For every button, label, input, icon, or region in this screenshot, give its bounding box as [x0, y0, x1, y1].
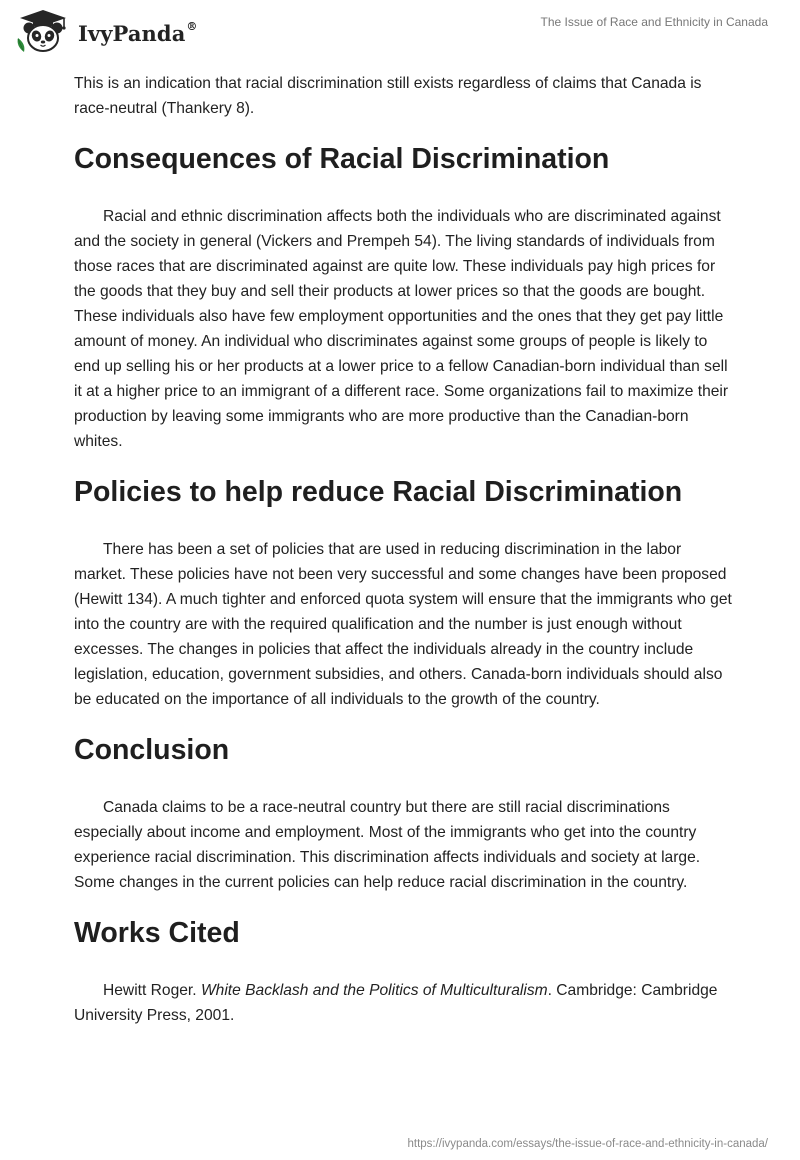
section-heading-conclusion: Conclusion: [74, 734, 230, 766]
citation-title: White Backlash and the Politics of Multiculturalism: [200, 982, 548, 999]
document-title: The Issue of Race and Ethnicity in Canada: [540, 15, 768, 29]
ivypanda-logo-icon: [14, 8, 72, 56]
works-cited-heading: Works Cited: [74, 917, 240, 949]
intro-paragraph: This is an indication that racial discrimination still exists regardless of claims that Canada is race-neutral (Thankery 8).: [74, 75, 702, 117]
page-header: [0, 0, 800, 64]
section-paragraph-conclusion: Canada claims to be a race-neutral country but there are still racial discriminations especially about income and employment. Most of the immigrants who get into the country experience racial discrimination. This discrimination affects individuals and society at large. Some changes in the current policies can help reduce racial discrimination in the country.: [74, 799, 701, 891]
brand-logo[interactable]: [14, 8, 198, 56]
citation-author: Hewitt Roger.: [103, 982, 201, 999]
registered-mark: ®: [186, 19, 198, 33]
source-url[interactable]: https://ivypanda.com/essays/the-issue-of-race-and-ethnicity-in-canada/: [407, 1138, 768, 1150]
section-paragraph-consequences: Racial and ethnic discrimination affects both the individuals who are discriminated against and the society in general (Vickers and Prempeh 54). The living standards of individuals from those races that are discriminated against are quite low. These individuals pay high prices for the goods that they buy and sell their products at lower prices so that the goods are bought. These individuals also have few employment opportunities and the ones that they get pay little amount of money. An individual who discriminates against some groups of people is likely to end up selling his or her products at a lower price to a fellow Canadian-born individual than sell it at a higher price to an immigrant of a different race. Some organizations fail to maximize their production by leaving some immigrants who are more productive than the Canadian-born whites.: [74, 208, 729, 450]
section-paragraph-policies: There has been a set of policies that are used in reducing discrimination in the labor market. These policies have not been very successful and some changes have been proposed (Hewitt 134). A much tighter and enforced quota system will ensure that the immigrants who get into the country are with the required qualification and the number is just enough without excesses. The changes in policies that affect the individuals already in the country include legislation, education, government subsidies, and others. Canada-born individuals should also be educated on the importance of all individuals to the growth of the country.: [74, 541, 732, 708]
brand-name: [78, 21, 198, 46]
essay-content: [74, 71, 734, 1028]
citation-entry: [74, 978, 734, 1028]
section-heading-consequences: Consequences of Racial Discrimination: [74, 143, 610, 175]
section-heading-policies: Policies to help reduce Racial Discrimination: [74, 476, 683, 508]
citation-publication: . Cambridge: Cambridge University Press, 2001.: [74, 982, 718, 1024]
brand-name-text: IvyPanda: [78, 20, 186, 46]
